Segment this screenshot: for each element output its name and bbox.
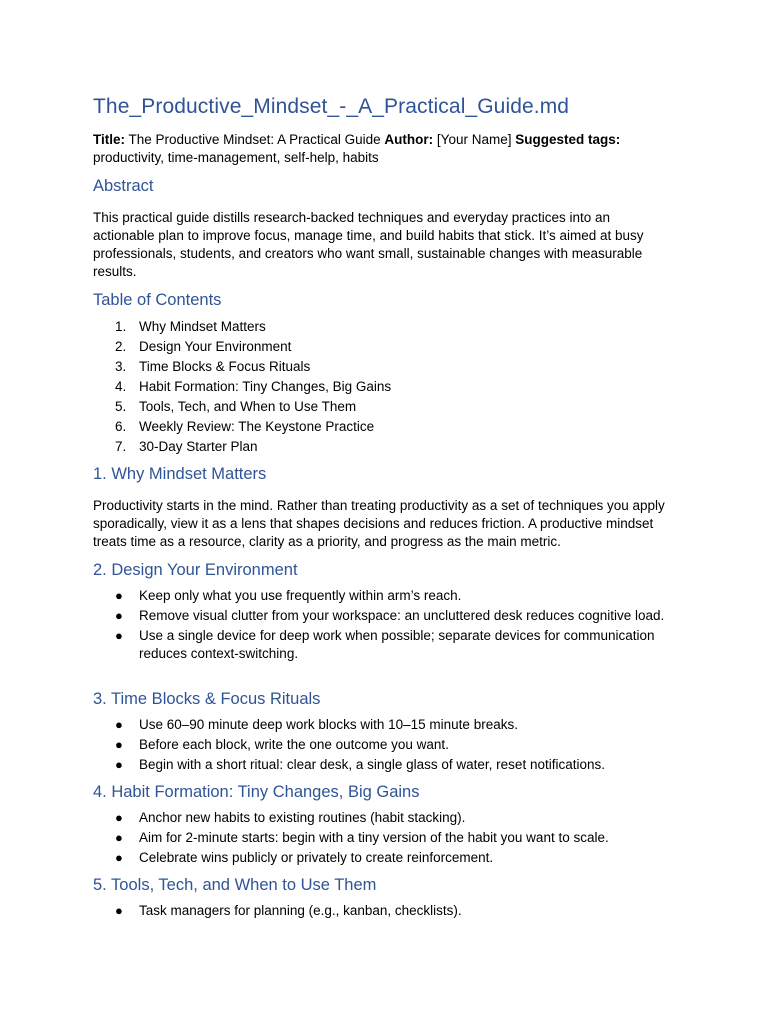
bullet-icon: ●	[115, 850, 123, 865]
list-item: ● Anchor new habits to existing routines (habit stacking).	[115, 810, 466, 825]
bullet-icon: ●	[115, 737, 123, 752]
list-item: ● Remove visual clutter from your workspace: an uncluttered desk reduces cognitive load.	[115, 608, 665, 623]
list-item: ● Task managers for planning (e.g., kanban, checklists).	[115, 903, 462, 918]
meta-author-label: Author:	[384, 132, 434, 147]
section-4-list	[93, 809, 673, 869]
section-1-text: Productivity starts in the mind. Rather than treating productivity as a set of techniques you apply sporadically, view it as a lens that shapes decisions and reduces friction. A productive mindset treats time as a resource, clarity as a priority, and progress as the main metric.	[93, 498, 665, 549]
meta-author-value: [Your Name]	[436, 132, 512, 147]
toc-list	[93, 318, 673, 458]
document-title: The_Productive_Mindset_-_A_Practical_Guide.md	[93, 95, 570, 118]
list-item: ● Use a single device for deep work when possible; separate devices for communication reduces context-switching.	[115, 628, 655, 661]
list-item: ● Use 60–90 minute deep work blocks with 10–15 minute breaks.	[115, 717, 518, 732]
section-5-heading: 5. Tools, Tech, and When to Use Them	[93, 876, 377, 894]
bullet-icon: ●	[115, 628, 123, 643]
document-meta	[93, 131, 673, 167]
abstract-heading: Abstract	[93, 177, 154, 195]
list-item: ● Begin with a short ritual: clear desk, a single glass of water, reset notifications.	[115, 757, 605, 772]
toc-item: 3. Time Blocks & Focus Rituals	[115, 359, 311, 374]
list-item: ● Before each block, write the one outcome you want.	[115, 737, 449, 752]
section-1-heading: 1. Why Mindset Matters	[93, 465, 267, 483]
section-4-heading: 4. Habit Formation: Tiny Changes, Big Gains	[93, 783, 420, 801]
bullet-icon: ●	[115, 608, 123, 623]
section-5-list	[93, 902, 673, 922]
toc-item: 4. Habit Formation: Tiny Changes, Big Gains	[115, 379, 392, 394]
meta-tags-label: Suggested tags:	[515, 132, 621, 147]
meta-title-label: Title:	[93, 132, 126, 147]
toc-item: 1. Why Mindset Matters	[115, 319, 266, 334]
meta-tags-value: productivity, time-management, self-help, habits	[93, 150, 379, 165]
list-item: ● Celebrate wins publicly or privately to create reinforcement.	[115, 850, 494, 865]
list-item: ● Keep only what you use frequently within arm’s reach.	[115, 588, 462, 603]
section-3-heading: 3. Time Blocks & Focus Rituals	[93, 690, 321, 708]
toc-item: 5. Tools, Tech, and When to Use Them	[115, 399, 357, 414]
bullet-icon: ●	[115, 717, 123, 732]
bullet-icon: ●	[115, 588, 123, 603]
bullet-icon: ●	[115, 830, 123, 845]
toc-item: 2. Design Your Environment	[115, 339, 292, 354]
toc-heading: Table of Contents	[93, 291, 222, 309]
bullet-icon: ●	[115, 757, 123, 772]
section-2-heading: 2. Design Your Environment	[93, 561, 298, 579]
abstract-text: This practical guide distills research-backed techniques and everyday practices into an actionable plan to improve focus, manage time, and build habits that stick. It’s aimed at busy professionals, students, and creators who want small, sustainable changes with measurable results.	[93, 210, 644, 279]
toc-item: 7. 30-Day Starter Plan	[115, 439, 258, 454]
bullet-icon: ●	[115, 810, 123, 825]
toc-item: 6. Weekly Review: The Keystone Practice	[115, 419, 375, 434]
meta-title-value: The Productive Mindset: A Practical Guide	[128, 132, 381, 147]
section-2-list	[93, 587, 673, 665]
list-item: ● Aim for 2-minute starts: begin with a tiny version of the habit you want to scale.	[115, 830, 609, 845]
section-3-list	[93, 716, 673, 776]
bullet-icon: ●	[115, 903, 123, 918]
